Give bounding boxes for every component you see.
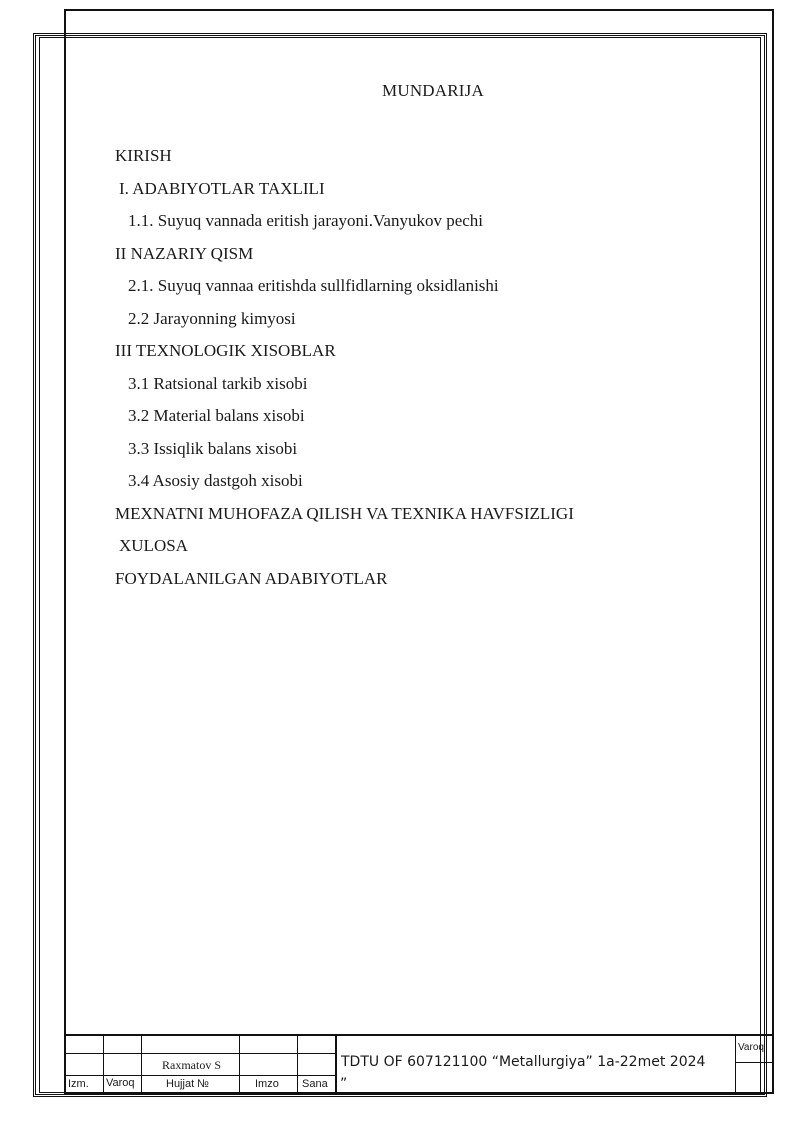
stamp-col-line bbox=[735, 1035, 736, 1094]
table-of-contents bbox=[115, 144, 755, 599]
toc-item: KIRISH bbox=[115, 146, 172, 165]
stamp-col-line bbox=[335, 1035, 337, 1094]
toc-item: FOYDALANILGAN ADABIYOTLAR bbox=[115, 568, 388, 588]
toc-item: 1.1. Suyuq vannada eritish jarayoni.Vanyukov pechi bbox=[128, 211, 484, 230]
toc-item: III TEXNOLOGIK XISOBLAR bbox=[115, 341, 336, 360]
author-name: Raxmatov S bbox=[162, 1058, 221, 1072]
toc-item: 2.1. Suyuq vannaa eritishda sullfidlarning oksidlanishi bbox=[128, 276, 499, 295]
page-title: MUNDARIJA bbox=[382, 81, 484, 100]
toc-item: MEXNATNI MUHOFAZA QILISH VA TEXNIKA HAVFSIZLIGI bbox=[115, 503, 574, 523]
toc-item: 3.1 Ratsional tarkib xisobi bbox=[128, 373, 308, 393]
stamp-col-line bbox=[297, 1035, 298, 1094]
sheet-label: Varoq bbox=[738, 1042, 764, 1053]
stamp-row-line bbox=[735, 1062, 774, 1063]
stamp-col-line bbox=[141, 1035, 142, 1094]
col-label-hujjat: Hujjat № bbox=[166, 1078, 209, 1090]
toc-item: 3.4 Asosiy dastgoh xisobi bbox=[128, 471, 303, 490]
stamp-col-line bbox=[103, 1035, 104, 1094]
col-label-imzo: Imzo bbox=[255, 1078, 279, 1090]
toc-item: II NAZARIY QISM bbox=[115, 243, 254, 263]
toc-item: 3.2 Material balans xisobi bbox=[128, 406, 305, 425]
quote-mark: ” bbox=[340, 1076, 348, 1092]
col-label-varoq: Varoq bbox=[106, 1077, 135, 1089]
toc-item: 2.2 Jarayonning kimyosi bbox=[128, 308, 296, 328]
stamp-col-line bbox=[239, 1035, 240, 1094]
col-label-izm: Izm. bbox=[68, 1078, 89, 1090]
col-label-sana: Sana bbox=[302, 1078, 328, 1090]
document-code: TDTU OF 607121100 “Metallurgiya” 1a-22met 2024 bbox=[341, 1054, 706, 1070]
toc-item: I. ADABIYOTLAR TAXLILI bbox=[119, 178, 325, 198]
toc-item: XULOSA bbox=[119, 536, 188, 555]
toc-item: 3.3 Issiqlik balans xisobi bbox=[128, 438, 298, 458]
